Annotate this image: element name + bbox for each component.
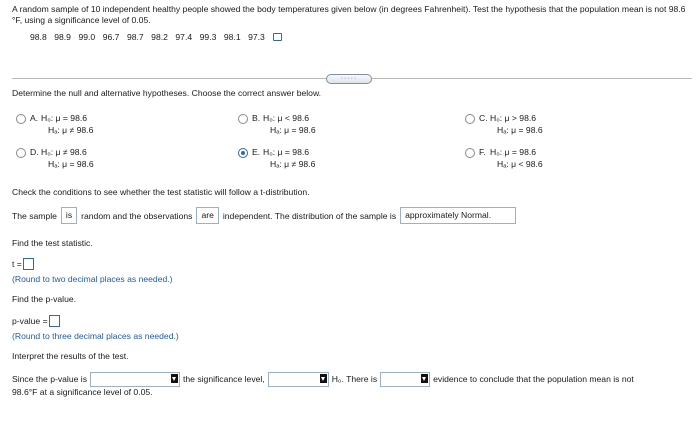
data-value: 99.3 [199,32,217,42]
option-letter: F. [479,147,486,157]
alt-hypothesis: Hₐ: μ = 98.6 [48,159,94,169]
p-value-input[interactable] [49,315,60,327]
radio-f[interactable] [465,148,475,158]
option-letter: B. [252,113,261,123]
radio-e-selected[interactable] [238,148,248,158]
interpret-prompt: Interpret the results of the test. [12,351,129,361]
comparison-dropdown[interactable] [90,372,180,387]
null-hypothesis: H₀: μ ≠ 98.6 [41,147,87,157]
data-value: 97.3 [248,32,265,42]
chevron-down-icon[interactable] [171,374,178,383]
null-hypothesis: H₀: μ = 98.6 [490,147,537,157]
data-value: 97.4 [175,32,193,42]
data-value: 98.2 [151,32,168,42]
null-hypothesis: H₀: μ = 98.6 [41,113,88,123]
conclusion-text: Since the p-value is [12,374,87,384]
radio-a[interactable] [16,114,26,124]
option-letter: C. [479,113,488,123]
data-value: 98.7 [126,32,144,42]
conclusion-sentence [12,372,692,398]
conclusion-text: the significance level, [183,374,265,384]
data-values-row [30,32,282,42]
t-label: t = [12,259,22,269]
t-rounding-hint: (Round to two decimal places as needed.) [12,274,173,284]
alt-hypothesis: Hₐ: μ < 98.6 [497,159,543,169]
distribution-answer-box[interactable]: approximately Normal. [400,207,516,224]
option-letter: A. [30,113,39,123]
option-letter: D. [30,147,39,157]
decision-dropdown[interactable] [268,372,329,387]
alt-hypothesis: Hₐ: μ = 98.6 [270,125,316,135]
hypotheses-prompt: Determine the null and alternative hypotheses. Choose the correct answer below. [12,88,322,98]
problem-statement: A random sample of 10 independent healthy people showed the body temperatures given below (in degrees Fahrenheit). Test the hypothesis that the population mean is not 98.6 °F, using a significance level of 0.05. [12,4,686,25]
alt-hypothesis: Hₐ: μ ≠ 98.6 [270,159,316,169]
show-more-button[interactable]: ····· [326,74,372,84]
test-stat-line [12,258,34,270]
chevron-down-icon[interactable] [320,374,327,383]
alt-hypothesis: Hₐ: μ = 98.6 [497,125,543,135]
data-value: 96.7 [102,32,120,42]
null-hypothesis: H₀: μ = 98.6 [263,147,310,157]
null-hypothesis: H₀: μ < 98.6 [263,113,310,123]
sentence-text: random and the observations [81,210,193,221]
null-hypothesis: H₀: μ > 98.6 [490,113,537,123]
t-input[interactable] [23,258,34,270]
p-value-prompt: Find the p-value. [12,294,77,304]
conditions-sentence [12,207,520,224]
radio-d[interactable] [16,148,26,158]
data-value: 99.0 [78,32,96,42]
test-stat-prompt: Find the test statistic. [12,238,93,248]
chevron-down-icon[interactable] [421,374,428,383]
data-value: 98.8 [30,32,47,42]
random-answer-box[interactable]: is [61,207,77,224]
p-value-label: p-value = [12,316,48,326]
conclusion-text: H₀. There is [331,374,378,384]
sentence-text: The sample [12,210,57,221]
conclusion-text: 98.6°F at a significance level of 0.05. [12,387,153,397]
independent-answer-box[interactable]: are [196,207,218,224]
evidence-dropdown[interactable] [380,372,430,387]
option-letter: E. [252,147,261,157]
p-value-rounding-hint: (Round to three decimal places as needed.) [12,331,179,341]
conclusion-text: evidence to conclude that the population mean is not [433,374,634,384]
data-value: 98.1 [223,32,241,42]
p-value-line [12,315,60,327]
radio-c[interactable] [465,114,475,124]
conditions-prompt: Check the conditions to see whether the test statistic will follow a t-distribution. [12,187,310,197]
data-value: 98.9 [54,32,71,42]
copy-data-icon[interactable] [273,33,282,41]
sentence-text: independent. The distribution of the sample is [222,210,397,221]
alt-hypothesis: Hₐ: μ ≠ 98.6 [48,125,94,135]
radio-b[interactable] [238,114,248,124]
